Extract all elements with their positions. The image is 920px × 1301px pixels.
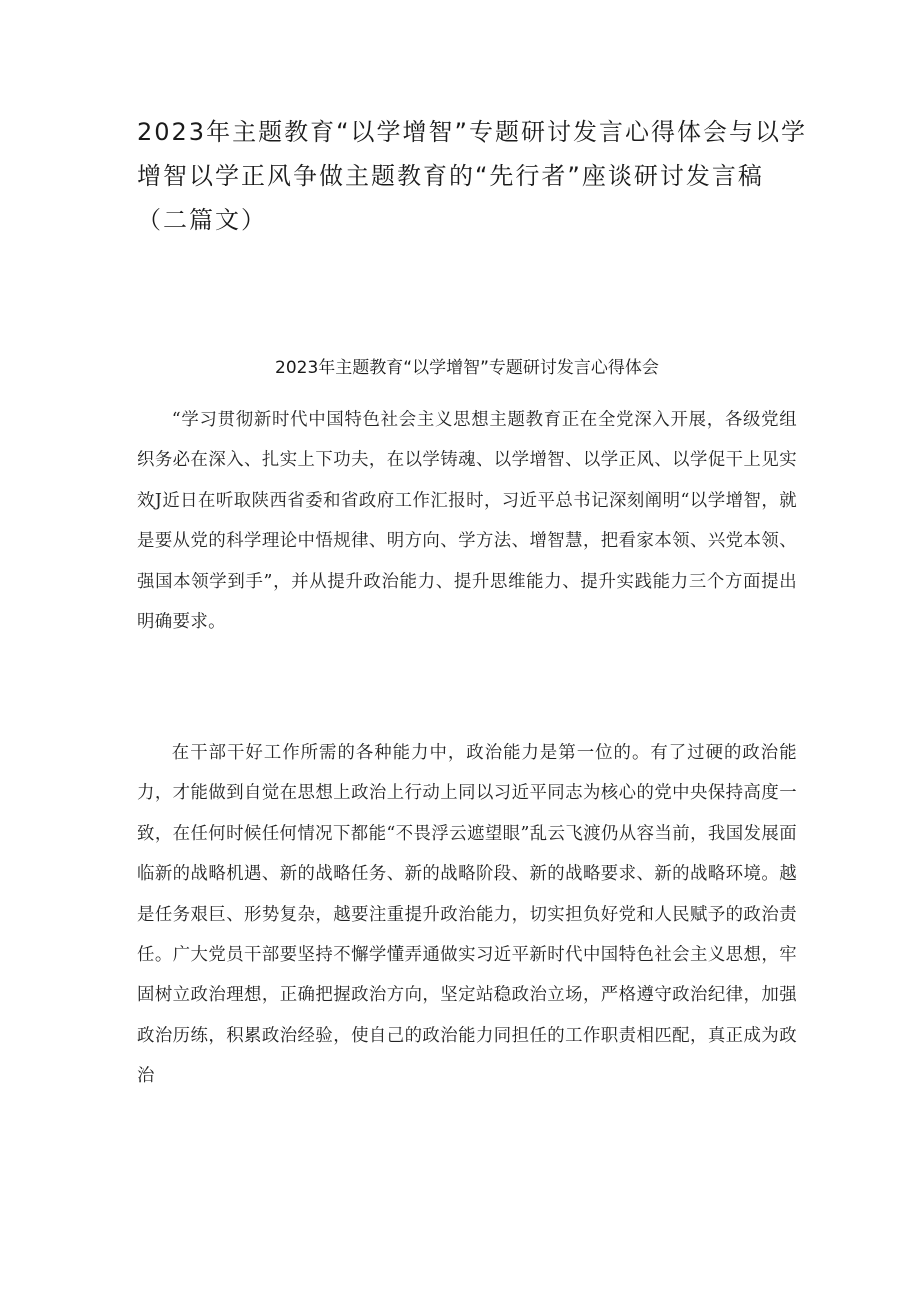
body-paragraph-1: “学习贯彻新时代中国特色社会主义思想主题教育正在全党深入开展，各级党组织务必在深入、扎实上下功夫，在以学铸魂、以学增智、以学正风、以学促干上见实效J近日在听取陕西省委和省政府工作汇报时，习近平总书记深刻阐明“以学增智，就是要从党的科学理论中悟规律、明方向、学方法、增智慧，把看家本领、兴党本领、强国本领学到手”，并从提升政治能力、提升思维能力、提升实践能力三个方面提出明确要求。: [137, 410, 797, 633]
body-paragraph-2: 在干部干好工作所需的各种能力中，政治能力是第一位的。有了过硬的政治能力，才能做到自觉在思想上政治上行动上同以习近平同志为核心的党中央保持高度一致，在任何时候任何情况下都能“不畏浮云遮望眼”乱云飞渡仍从容当前，我国发展面临新的战略机遇、新的战略任务、新的战略阶段、新的战略要求、新的战略环境。越是任务艰巨、形势复杂，越要注重提升政治能力，切实担负好党和人民赋予的政治责任。广大党员干部要坚持不懈学懂弄通做实习近平新时代中国特色社会主义思想，牢固树立政治理想，正确把握政治方向，坚定站稳政治立场，严格遵守政治纪律，加强政治历练，积累政治经验，使自己的政治能力同担任的工作职责相匹配，真正成为政治: [137, 743, 797, 1087]
section-title: 2023年主题教育“以学增智”专题研讨发言心得体会: [275, 358, 659, 378]
document-title: 2023年主题教育“以学增智”专题研讨发言心得体会与以学增智以学正风争做主题教育的“先行者”座谈研讨发言稿（二篇文）: [137, 118, 807, 234]
